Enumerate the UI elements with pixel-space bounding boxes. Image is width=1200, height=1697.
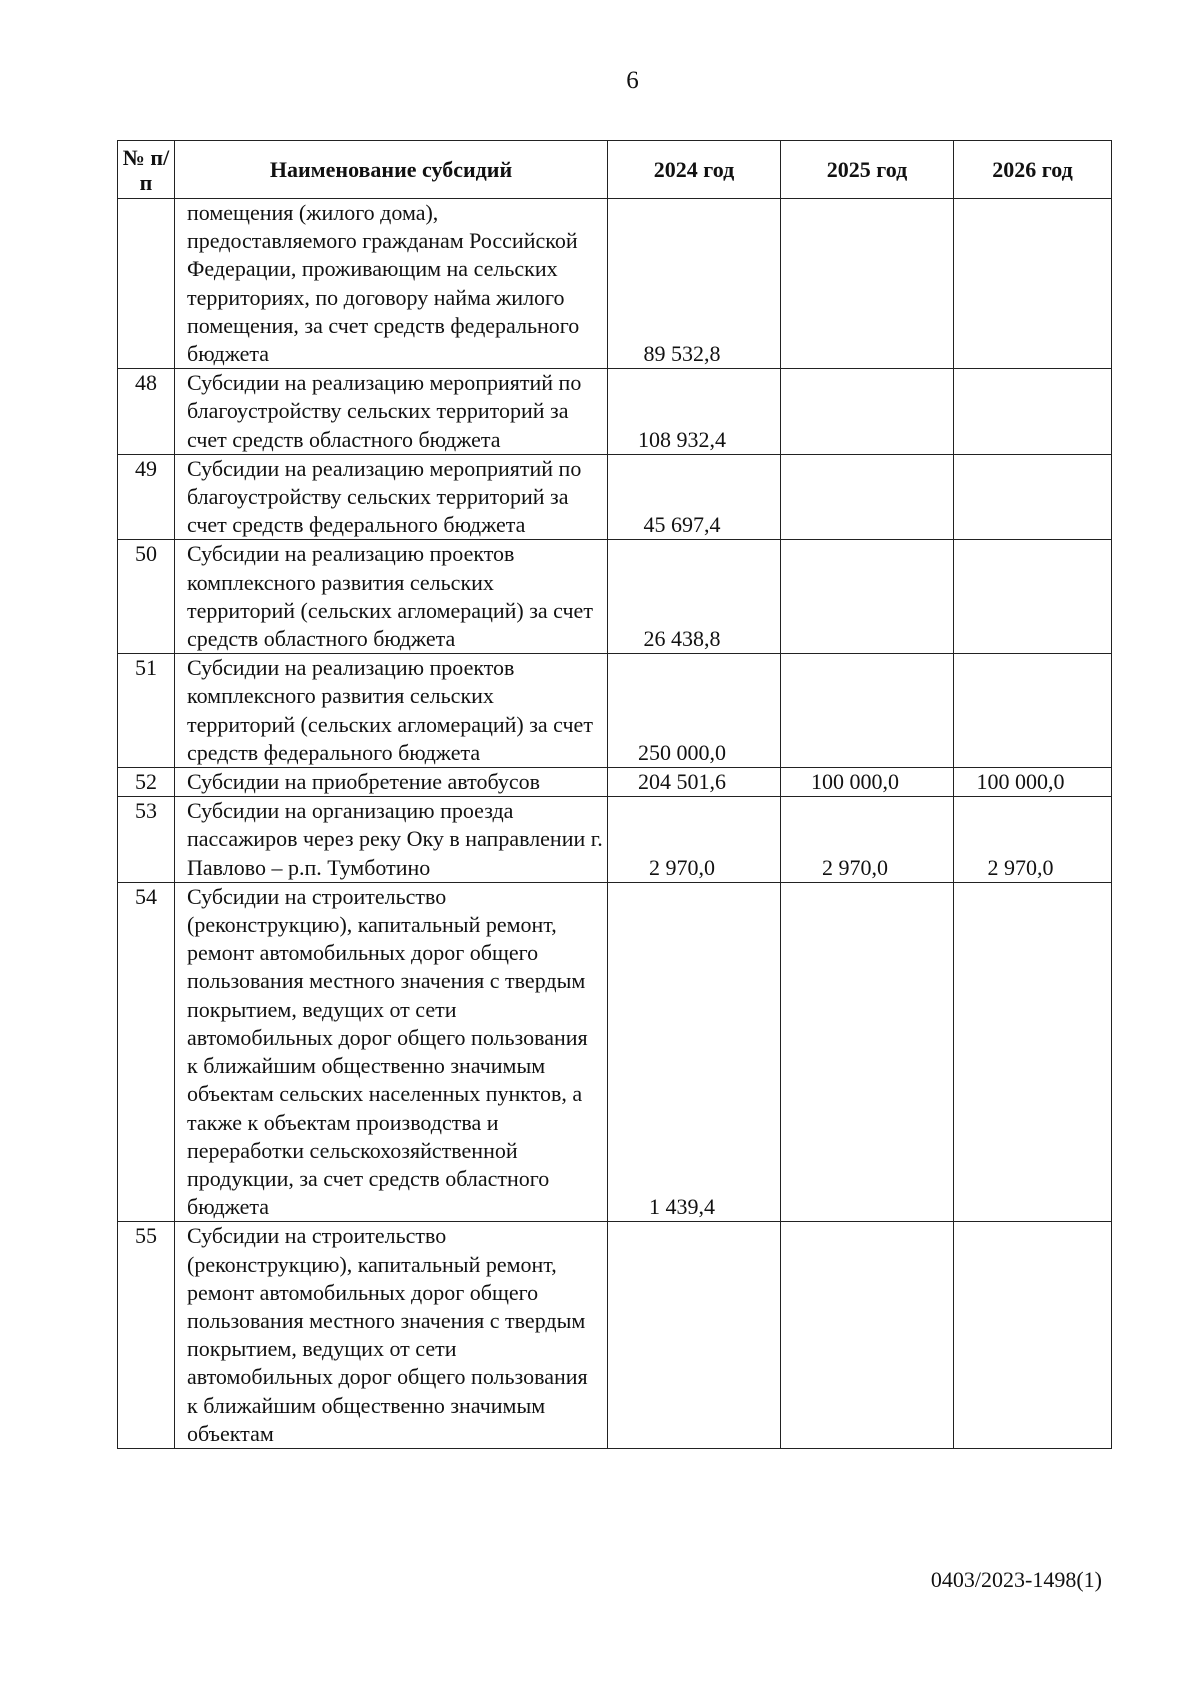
value-2026	[954, 454, 1112, 540]
row-number: 48	[118, 369, 175, 455]
page-number: 6	[626, 67, 639, 94]
document-code: 0403/2023-1498(1)	[930, 1567, 1102, 1592]
row-number: 55	[118, 1222, 175, 1449]
header-2024: 2024 год	[608, 141, 781, 199]
subsidy-name: Субсидии на организацию проезда пассажиров через реку Оку в направлении г. Павлово – р.п. Тумботино	[175, 797, 608, 883]
value-2025	[781, 540, 954, 654]
row-number: 54	[118, 882, 175, 1221]
value-2024-text: 89 532,8	[643, 341, 721, 367]
value-2025	[781, 1222, 954, 1449]
subsidy-name: Субсидии на приобретение автобусов	[175, 768, 608, 797]
value-2025	[781, 369, 954, 455]
value-2026	[954, 1222, 1112, 1449]
table-header-row	[118, 141, 1112, 199]
header-2026: 2026 год	[954, 141, 1112, 199]
value-2024-text: 26 438,8	[643, 626, 721, 652]
table-row	[118, 540, 1112, 654]
value-2025	[781, 797, 954, 883]
subsidy-name: Субсидии на строительство (реконструкцию), капитальный ремонт, ремонт автомобильных дорог общего пользования местного значения с твердым покрытием, ведущих от сети автомобильных дорог общего пользования к ближайшим общественно значимым объектам	[175, 1222, 608, 1449]
table-row	[118, 454, 1112, 540]
subsidy-name: помещения (жилого дома), предоставляемого гражданам Российской Федерации, проживающим на сельских территориях, по договору найма жилого помещения, за счет средств федерального бюджета	[175, 199, 608, 369]
value-2025	[781, 654, 954, 768]
row-number	[118, 199, 175, 369]
subsidy-name: Субсидии на строительство (реконструкцию), капитальный ремонт, ремонт автомобильных дорог общего пользования местного значения с твердым покрытием, ведущих от сети автомобильных дорог общего пользования к ближайшим общественно значимым объектам сельских населенных пунктов, а также к объектам производства и переработки сельскохозяйственной продукции, за счет средств областного бюджета	[175, 882, 608, 1221]
subsidies-table	[117, 140, 1112, 1449]
value-2026	[954, 369, 1112, 455]
value-2024-text: 2 970,0	[649, 854, 715, 880]
table-row	[118, 882, 1112, 1221]
value-2026	[954, 797, 1112, 883]
subsidy-name: Субсидии на реализацию мероприятий по благоустройству сельских территорий за счет средств федерального бюджета	[175, 454, 608, 540]
header-num: № п/п	[118, 141, 175, 199]
table-row	[118, 797, 1112, 883]
value-2026	[954, 199, 1112, 369]
header-2025: 2025 год	[781, 141, 954, 199]
table-row	[118, 768, 1112, 797]
value-2024-text: 1 439,4	[649, 1194, 715, 1220]
row-number: 51	[118, 654, 175, 768]
value-2024	[608, 454, 781, 540]
row-number: 50	[118, 540, 175, 654]
value-2024-text: 45 697,4	[643, 512, 721, 538]
value-2024	[608, 882, 781, 1221]
table-row	[118, 199, 1112, 369]
value-2025	[781, 454, 954, 540]
subsidy-name: Субсидии на реализацию проектов комплексного развития сельских территорий (сельских агломераций) за счет средств федерального бюджета	[175, 654, 608, 768]
value-2024	[608, 768, 781, 797]
value-2026-text: 2 970,0	[987, 854, 1054, 880]
value-2025	[781, 199, 954, 369]
value-2024	[608, 654, 781, 768]
row-number: 52	[118, 768, 175, 797]
value-2025-text: 2 970,0	[822, 854, 888, 880]
table-row	[118, 369, 1112, 455]
value-2026	[954, 540, 1112, 654]
table-row	[118, 654, 1112, 768]
value-2026-text: 100 000,0	[976, 769, 1065, 795]
value-2024	[608, 369, 781, 455]
subsidy-name: Субсидии на реализацию проектов комплексного развития сельских территорий (сельских агломераций) за счет средств областного бюджета	[175, 540, 608, 654]
value-2024	[608, 199, 781, 369]
value-2026	[954, 882, 1112, 1221]
value-2024-text: 108 932,4	[638, 426, 726, 452]
table-row	[118, 1222, 1112, 1449]
value-2024	[608, 540, 781, 654]
value-2024-text: 250 000,0	[638, 739, 726, 765]
value-2026	[954, 654, 1112, 768]
value-2024-text: 204 501,6	[638, 769, 726, 795]
value-2024	[608, 797, 781, 883]
value-2025	[781, 768, 954, 797]
row-number: 53	[118, 797, 175, 883]
value-2025	[781, 882, 954, 1221]
value-2026	[954, 768, 1112, 797]
value-2024	[608, 1222, 781, 1449]
header-name: Наименование субсидий	[175, 141, 608, 199]
value-2025-text: 100 000,0	[811, 769, 899, 795]
row-number: 49	[118, 454, 175, 540]
subsidy-name: Субсидии на реализацию мероприятий по благоустройству сельских территорий за счет средств областного бюджета	[175, 369, 608, 455]
